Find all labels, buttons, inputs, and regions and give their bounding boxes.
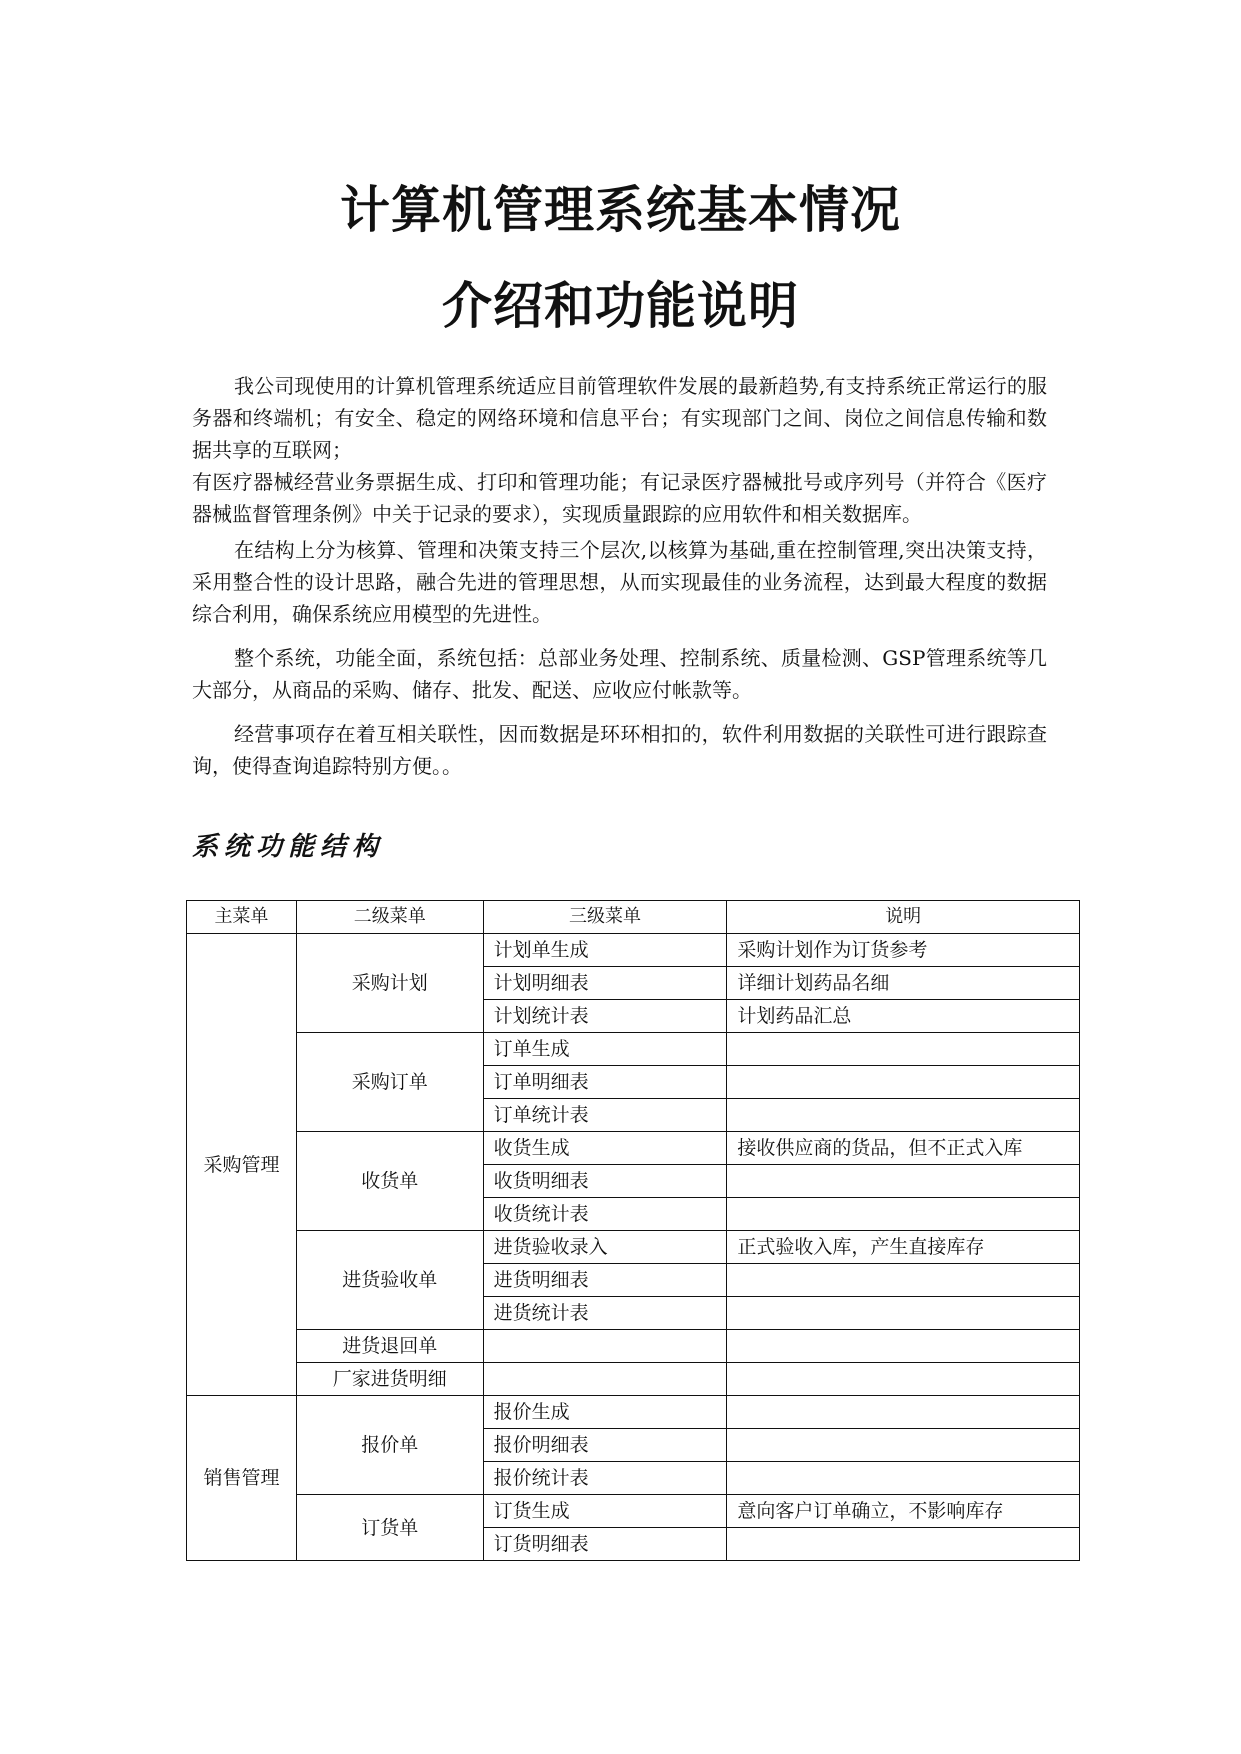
description-cell: 接收供应商的货品，但不正式入库	[727, 1132, 1080, 1165]
paragraph-2: 有医疗器械经营业务票据生成、打印和管理功能；有记录医疗器械批号或序列号（并符合《医疗器械监督管理条例》中关于记录的要求），实现质量跟踪的应用软件和相关数据库。	[192, 470, 1047, 526]
third-menu-cell: 订货生成	[483, 1495, 727, 1528]
header-third-menu: 三级菜单	[483, 901, 727, 934]
third-menu-cell	[483, 1330, 727, 1363]
paragraph-3: 在结构上分为核算、管理和决策支持三个层次,以核算为基础,重在控制管理,突出决策支持，采用整合性的设计思路，融合先进的管理思想，从而实现最佳的业务流程，达到最大程度的数据综合利用，确保系统应用模型的先进性。	[192, 538, 1047, 626]
description-cell	[727, 1033, 1080, 1066]
header-main-menu: 主菜单	[187, 901, 297, 934]
header-second-menu: 二级菜单	[296, 901, 483, 934]
description-cell	[727, 1198, 1080, 1231]
third-menu-cell: 报价生成	[483, 1396, 727, 1429]
second-menu-cell: 采购计划	[296, 934, 483, 1033]
table-row	[187, 1396, 1080, 1429]
second-menu-cell: 进货验收单	[296, 1231, 483, 1330]
third-menu-cell: 计划明细表	[483, 967, 727, 1000]
table-row	[187, 1495, 1080, 1528]
table-row	[187, 1231, 1080, 1264]
second-menu-cell: 订货单	[296, 1495, 483, 1561]
document-title-line-1: 计算机管理系统基本情况	[340, 181, 901, 239]
description-cell: 计划药品汇总	[727, 1000, 1080, 1033]
third-menu-cell: 收货明细表	[483, 1165, 727, 1198]
third-menu-cell	[483, 1363, 727, 1396]
third-menu-cell: 订单生成	[483, 1033, 727, 1066]
description-cell: 采购计划作为订货参考	[727, 934, 1080, 967]
description-cell: 正式验收入库，产生直接库存	[727, 1231, 1080, 1264]
description-cell	[727, 1528, 1080, 1561]
table-row	[187, 1330, 1080, 1363]
document-title-line-2: 介绍和功能说明	[442, 277, 799, 335]
table-header-row	[187, 901, 1080, 934]
third-menu-cell: 进货验收录入	[483, 1231, 727, 1264]
third-menu-cell: 报价明细表	[483, 1429, 727, 1462]
third-menu-cell: 报价统计表	[483, 1462, 727, 1495]
description-cell	[727, 1330, 1080, 1363]
description-cell	[727, 1099, 1080, 1132]
second-menu-cell: 采购订单	[296, 1033, 483, 1132]
description-cell: 意向客户订单确立，不影响库存	[727, 1495, 1080, 1528]
header-description: 说明	[727, 901, 1080, 934]
table-row	[187, 1132, 1080, 1165]
function-structure-table	[186, 900, 1080, 1561]
main-menu-cell: 采购管理	[187, 934, 297, 1396]
description-cell	[727, 1396, 1080, 1429]
second-menu-cell: 收货单	[296, 1132, 483, 1231]
third-menu-cell: 计划单生成	[483, 934, 727, 967]
description-cell: 详细计划药品名细	[727, 967, 1080, 1000]
third-menu-cell: 收货统计表	[483, 1198, 727, 1231]
third-menu-cell: 进货统计表	[483, 1297, 727, 1330]
third-menu-cell: 订单统计表	[483, 1099, 727, 1132]
third-menu-cell: 收货生成	[483, 1132, 727, 1165]
table-row	[187, 934, 1080, 967]
intro-text	[192, 370, 1047, 782]
description-cell	[727, 1165, 1080, 1198]
paragraph-4: 整个系统，功能全面，系统包括：总部业务处理、控制系统、质量检测、GSP管理系统等几大部分，从商品的采购、储存、批发、配送、应收应付帐款等。	[192, 646, 1047, 702]
second-menu-cell: 报价单	[296, 1396, 483, 1495]
section-heading: 系统功能结构	[192, 832, 385, 862]
description-cell	[727, 1363, 1080, 1396]
description-cell	[727, 1297, 1080, 1330]
description-cell	[727, 1429, 1080, 1462]
description-cell	[727, 1066, 1080, 1099]
table-row	[187, 1363, 1080, 1396]
third-menu-cell: 进货明细表	[483, 1264, 727, 1297]
second-menu-cell: 厂家进货明细	[296, 1363, 483, 1396]
third-menu-cell: 计划统计表	[483, 1000, 727, 1033]
second-menu-cell: 进货退回单	[296, 1330, 483, 1363]
main-menu-cell: 销售管理	[187, 1396, 297, 1561]
paragraph-5: 经营事项存在着互相关联性，因而数据是环环相扣的，软件利用数据的关联性可进行跟踪查询，使得查询追踪特别方便。。	[192, 722, 1047, 778]
description-cell	[727, 1264, 1080, 1297]
third-menu-cell: 订单明细表	[483, 1066, 727, 1099]
paragraph-1: 我公司现使用的计算机管理系统适应目前管理软件发展的最新趋势,有支持系统正常运行的服务器和终端机；有安全、稳定的网络环境和信息平台；有实现部门之间、岗位之间信息传输和数据共享的互联网；	[192, 374, 1047, 462]
third-menu-cell: 订货明细表	[483, 1528, 727, 1561]
table-row	[187, 1033, 1080, 1066]
description-cell	[727, 1462, 1080, 1495]
